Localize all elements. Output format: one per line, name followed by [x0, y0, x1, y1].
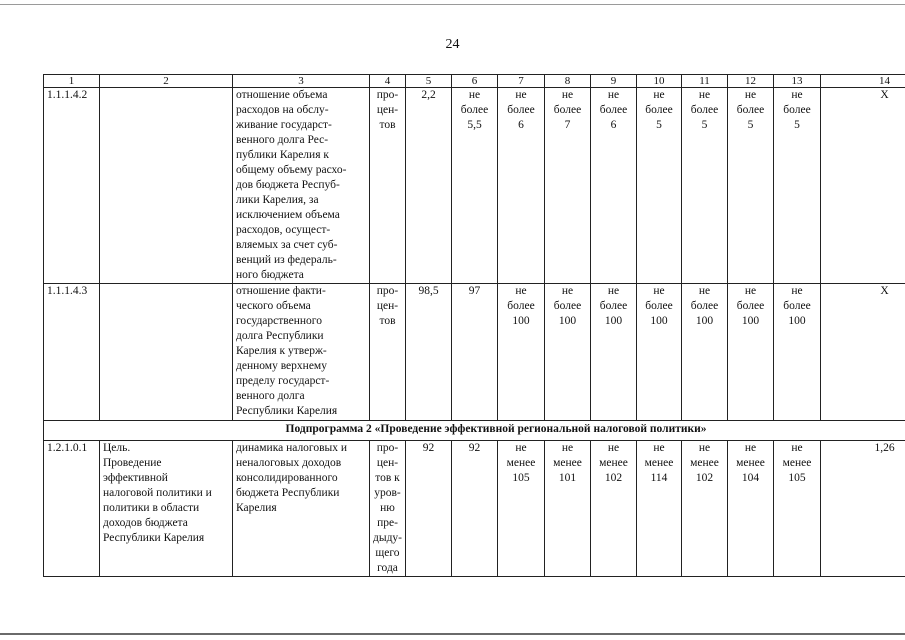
row-code: 1.2.1.0.1 [44, 441, 100, 577]
row-code: 1.1.1.4.2 [44, 88, 100, 284]
row-value-14: 1,26 [821, 441, 905, 577]
row-value-7: не менее 105 [498, 441, 545, 577]
row-goal [100, 284, 233, 421]
row-value-14: X [821, 88, 905, 284]
row-value-8: не менее 101 [545, 441, 591, 577]
col-header-12: 12 [728, 75, 774, 88]
row-value-10: не более 5 [637, 88, 682, 284]
row-value-11: не более 100 [682, 284, 728, 421]
row-value-6: 92 [452, 441, 498, 577]
col-header-4: 4 [370, 75, 406, 88]
row-code: 1.1.1.4.3 [44, 284, 100, 421]
row-value-12: не более 100 [728, 284, 774, 421]
page-number: 24 [445, 37, 460, 52]
row-indicator: динамика налоговых и неналоговых доходов консолидированного бюджета Республики Карелия [233, 441, 370, 577]
table-row [44, 441, 905, 577]
row-value-5: 98,5 [406, 284, 452, 421]
row-value-12: не менее 104 [728, 441, 774, 577]
row-value-14: X [821, 284, 905, 421]
row-value-6: 97 [452, 284, 498, 421]
row-value-10: не менее 114 [637, 441, 682, 577]
row-value-13: не менее 105 [774, 441, 821, 577]
col-header-11: 11 [682, 75, 728, 88]
subprogram-heading: Подпрограмма 2 «Проведение эффективной региональной налоговой политики» [44, 421, 905, 441]
row-unit: про- цен- тов [370, 284, 406, 421]
col-header-13: 13 [774, 75, 821, 88]
col-header-5: 5 [406, 75, 452, 88]
row-value-5: 2,2 [406, 88, 452, 284]
top-scan-edge [0, 4, 905, 5]
row-value-5: 92 [406, 441, 452, 577]
row-value-13: не более 100 [774, 284, 821, 421]
row-value-9: не более 100 [591, 284, 637, 421]
bottom-scan-edge [0, 633, 905, 635]
row-value-9: не более 6 [591, 88, 637, 284]
col-header-9: 9 [591, 75, 637, 88]
col-header-10: 10 [637, 75, 682, 88]
row-unit: про- цен- тов [370, 88, 406, 284]
col-header-3: 3 [233, 75, 370, 88]
table-row [44, 88, 905, 284]
col-header-14: 14 [821, 75, 905, 88]
column-number-row [44, 75, 905, 88]
row-value-12: не более 5 [728, 88, 774, 284]
indicators-table [43, 74, 905, 577]
row-value-11: не менее 102 [682, 441, 728, 577]
row-indicator: отношение объема расходов на обслу- живание государст- венного долга Рес- публики Карелия к общему объему расхо- дов бюджета Респуб- лики Карелия, за исключением объема расходов, осущест- вляемых за счет суб- венций из федераль- ного бюджета [233, 88, 370, 284]
row-value-7: не более 6 [498, 88, 545, 284]
row-value-9: не менее 102 [591, 441, 637, 577]
row-value-6: не более 5,5 [452, 88, 498, 284]
subprogram-heading-row [44, 421, 905, 441]
row-value-8: не более 7 [545, 88, 591, 284]
table-row [44, 284, 905, 421]
row-value-13: не более 5 [774, 88, 821, 284]
col-header-7: 7 [498, 75, 545, 88]
col-header-8: 8 [545, 75, 591, 88]
row-value-10: не более 100 [637, 284, 682, 421]
row-value-8: не более 100 [545, 284, 591, 421]
col-header-6: 6 [452, 75, 498, 88]
row-goal: Цель. Проведение эффективной налоговой политики и политики в области доходов бюджета Республики Карелия [100, 441, 233, 577]
row-goal [100, 88, 233, 284]
col-header-1: 1 [44, 75, 100, 88]
col-header-2: 2 [100, 75, 233, 88]
row-value-7: не более 100 [498, 284, 545, 421]
row-value-11: не более 5 [682, 88, 728, 284]
row-unit: про- цен- тов к уров- ню пре- дыду- щего года [370, 441, 406, 577]
row-indicator: отношение факти- ческого объема государственного долга Республики Карелия к утверж- денному верхнему пределу государст- венного долга Республики Карелия [233, 284, 370, 421]
